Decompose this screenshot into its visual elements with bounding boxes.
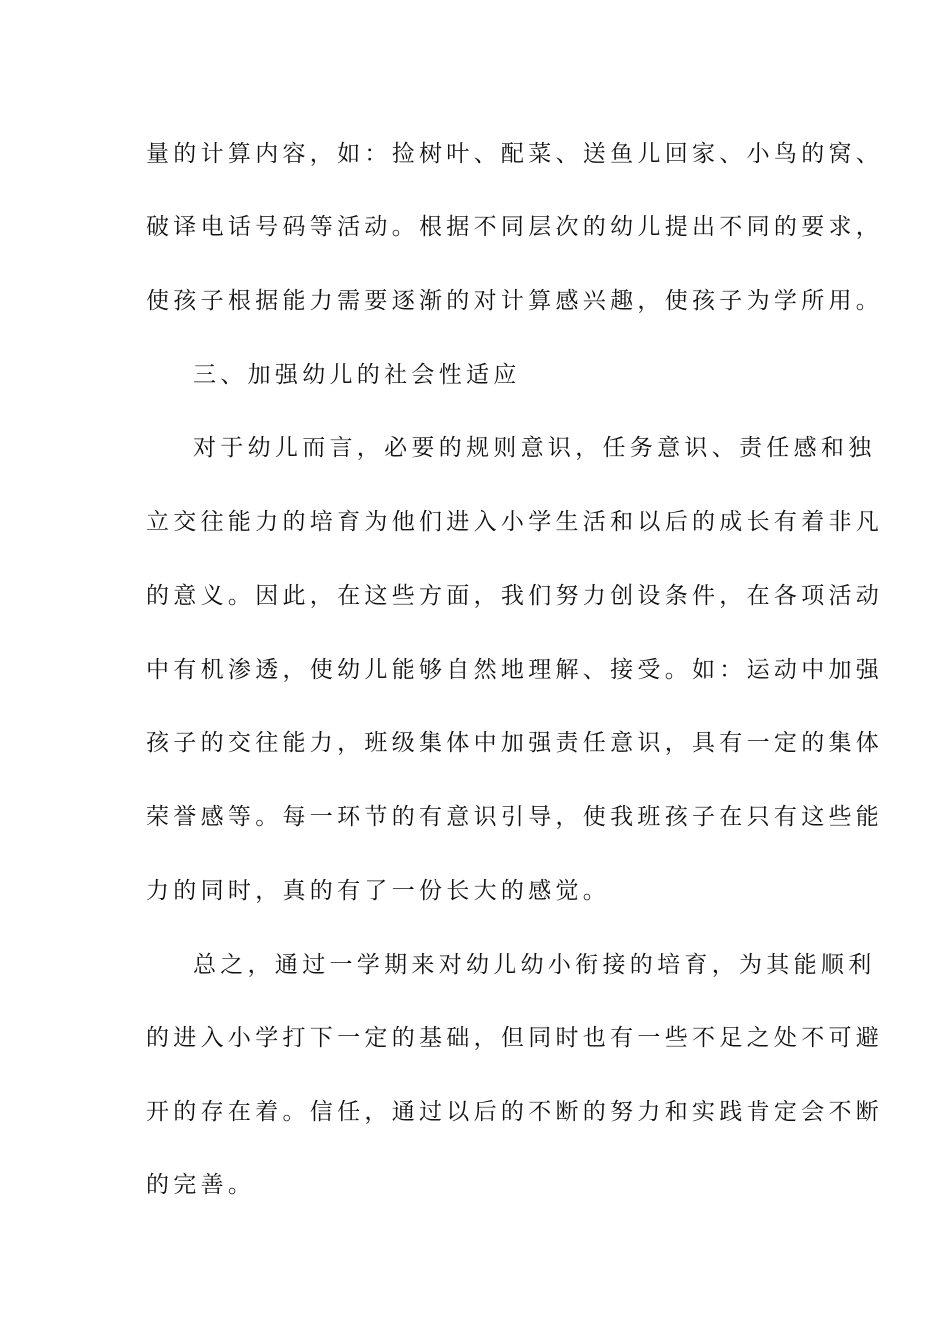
paragraph-line: 破译电话号码等活动。根据不同层次的幼儿提出不同的要求， (146, 214, 884, 240)
paragraph-line: 荣誉感等。每一环节的有意识引导，使我班孩子在只有这些能 (146, 804, 884, 830)
paragraph-line: 开的存在着。信任，通过以后的不断的努力和实践肯定会不断 (146, 1099, 884, 1125)
paragraph-line: 的进入小学打下一定的基础，但同时也有一些不足之处不可避 (146, 1025, 884, 1051)
paragraph-line: 的意义。因此，在这些方面，我们努力创设条件，在各项活动 (146, 583, 884, 609)
paragraph-line: 对于幼儿而言，必要的规则意识，任务意识、责任感和独 (193, 435, 876, 461)
paragraph-line: 的完善。 (146, 1172, 256, 1198)
paragraph-line: 力的同时，真的有了一份长大的感觉。 (146, 878, 611, 904)
paragraph-line: 量的计算内容，如：捡树叶、配菜、送鱼儿回家、小鸟的窝、 (146, 141, 884, 167)
section-heading: 三、加强幼儿的社会性适应 (193, 362, 521, 388)
paragraph-line: 孩子的交往能力，班级集体中加强责任意识，具有一定的集体 (146, 730, 884, 756)
paragraph-line: 立交往能力的培育为他们进入小学生活和以后的成长有着非凡 (146, 509, 884, 535)
paragraph-line: 使孩子根据能力需要逐渐的对计算感兴趣，使孩子为学所用。 (146, 288, 884, 314)
paragraph-line: 总之，通过一学期来对幼儿幼小衔接的培育，为其能顺利 (193, 952, 876, 978)
paragraph-line: 中有机渗透，使幼儿能够自然地理解、接受。如：运动中加强 (146, 657, 884, 683)
